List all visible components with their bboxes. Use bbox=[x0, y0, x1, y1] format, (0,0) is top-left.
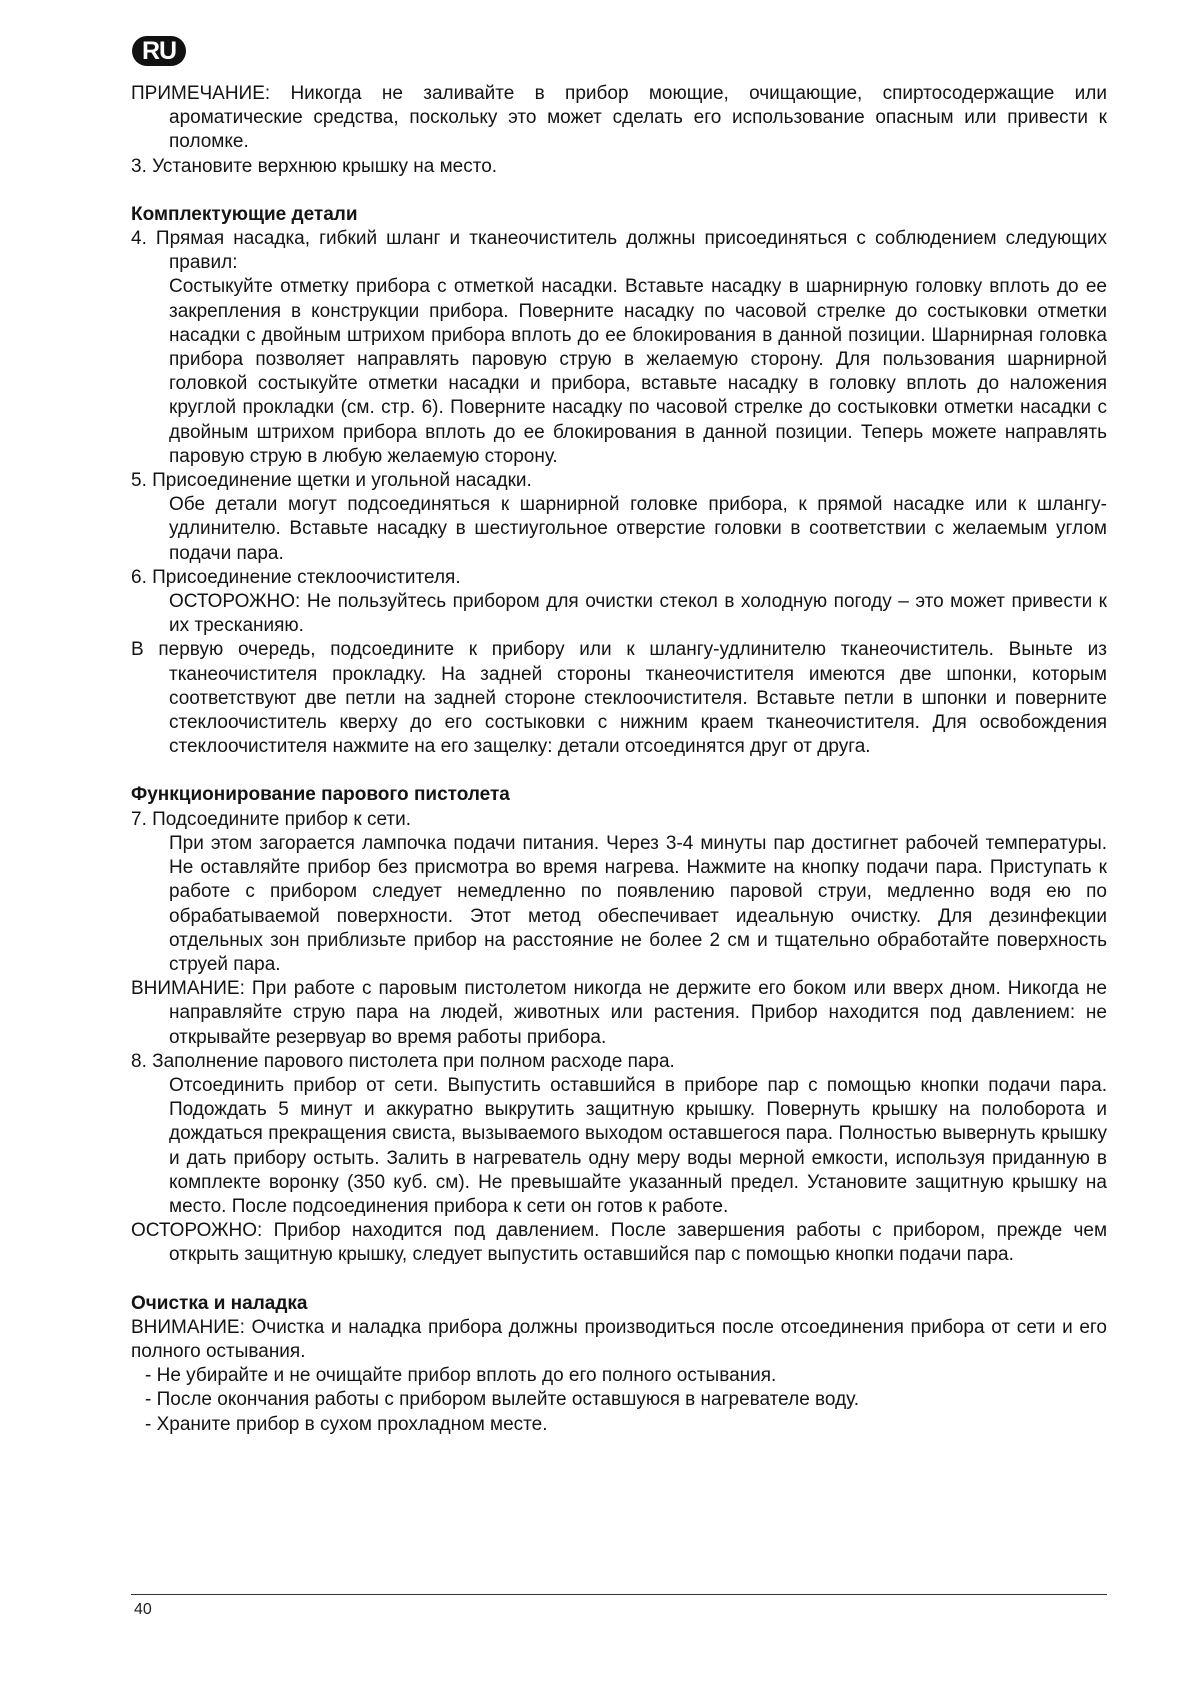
attention-paragraph: ВНИМАНИЕ: При работе с паровым пистолетом никогда не держите его боком или вверх дном. Никогда не направляйте струю пара на людей, животных или растения. Прибор находится под давлением: не открывайте резервуар во время работы прибора. bbox=[131, 978, 1107, 1048]
glass-cleaner-paragraph: В первую очередь, подсоедините к прибору или к шлангу-удлинителю тканеочиститель. Выньте из тканеочистителя прокладку. На задней стороны тканеочистителя имеются две шпонки, которым соответствуют две петли на задней стороне стеклоочистителя. Вставьте петли в шпонки и поверните стеклоочиститель кверху до его состыковки с нижним краем тканеочистителя. Для освобождения стеклоочистителя нажмите на его защелку: детали отсоединятся друг от друга. bbox=[131, 639, 1107, 758]
step-4: 4. Прямая насадка, гибкий шланг и тканеочиститель должны присоединяться с соблюдением следующих правил: bbox=[131, 228, 1107, 274]
page-content bbox=[131, 82, 1107, 1437]
page-number: 40 bbox=[134, 1601, 152, 1618]
caution-paragraph: ОСТОРОЖНО: Прибор находится под давлением. После завершения работы с прибором, прежде чем открыть защитную крышку, следует выпустить оставшийся пар с помощью кнопки подачи пара. bbox=[131, 1220, 1107, 1266]
cleaning-bullet-3: - Храните прибор в сухом прохладном месте. bbox=[145, 1413, 548, 1435]
cleaning-attention: ВНИМАНИЕ: Очистка и наладка прибора должны производиться после отсоединения прибора от сети и его полного остывания. bbox=[131, 1316, 1107, 1362]
cleaning-bullet-2: - После окончания работы с прибором вылейте оставшуюся в нагревателе воду. bbox=[145, 1389, 860, 1411]
heading-cleaning: Очистка и наладка bbox=[131, 1292, 308, 1314]
cleaning-bullet-1: - Не убирайте и не очищайте прибор вплоть до его полного остывания. bbox=[145, 1365, 777, 1387]
step-8-body: Отсоединить прибор от сети. Выпустить оставшийся в приборе пар с помощью кнопки подачи пара. Подождать 5 минут и аккуратно выкрутить защитную крышку. Повернуть крышку на полоборота и дождаться прекращения свиста, вызываемого выходом оставшегося пара. Полностью вывернуть крышку и дать прибору остыть. Залить в нагреватель одну меру воды мерной емкости, используя приданную в комплекте воронку (350 куб. см). Не превышайте указанный предел. Установите защитную крышку на место. После подсоединения прибора к сети он готов к работе. bbox=[169, 1074, 1107, 1217]
step-6: 6. Присоединение стеклоочистителя. bbox=[131, 566, 461, 588]
step-5-body: Обе детали могут подсоединяться к шарнирной головке прибора, к прямой насадке или к шлангу-удлинителю. Вставьте насадку в шестиугольное отверстие головки в соответствии с желаемым углом подачи пара. bbox=[169, 494, 1107, 564]
step-6-body: ОСТОРОЖНО: Не пользуйтесь прибором для очистки стекол в холодную погоду – это может привести к их тресканияю. bbox=[169, 591, 1107, 637]
heading-steam-gun: Функционирование парового пистолета bbox=[131, 784, 510, 806]
step-7: 7. Подсоедините прибор к сети. bbox=[131, 808, 411, 830]
step-3: 3. Установите верхнюю крышку на место. bbox=[131, 155, 498, 177]
step-5: 5. Присоединение щетки и угольной насадки. bbox=[131, 470, 532, 492]
heading-parts: Комплектующие детали bbox=[131, 203, 358, 225]
note-paragraph: ПРИМЕЧАНИЕ: Никогда не заливайте в прибор моющие, очищающие, спиртосодержащие или ароматические средства, поскольку это может сделать его использование опасным или привести к поломке. bbox=[131, 83, 1107, 153]
step-7-body: При этом загорается лампочка подачи питания. Через 3-4 минуты пар достигнет рабочей температуры. Не оставляйте прибор без присмотра во время нагрева. Нажмите на кнопку подачи пара. Приступать к работе с прибором следует немедленно по появлению паровой струи, медленно водя ею по обрабатываемой поверхности. Этот метод обеспечивает идеальную очистку. Для дезинфекции отдельных зон приблизьте прибор на расстояние не более 2 см и тщательно обработайте поверхность струей пара. bbox=[169, 832, 1107, 975]
step-4-body: Состыкуйте отметку прибора с отметкой насадки. Вставьте насадку в шарнирную головку вплоть до ее закрепления в конструкции прибора. Поверните насадку по часовой стрелке до состыковки отметки насадки с двойным штрихом прибора вплоть до ее блокирования в данной позиции. Шарнирная головка прибора позволяет направлять паровую струю в желаемую сторону. Для пользования шарнирной головкой состыкуйте отметки насадки и прибора, вставьте насадку в головку вплоть до наложения круглой прокладки (см. стр. 6). Поверните насадку по часовой стрелке до состыковки отметки насадки с двойным штрихом прибора вплоть до ее блокирования в данной позиции. Теперь можете направлять паровую струю в любую желаемую сторону. bbox=[169, 276, 1107, 467]
language-badge: RU bbox=[132, 36, 186, 66]
footer-divider bbox=[131, 1594, 1107, 1595]
step-8: 8. Заполнение парового пистолета при полном расходе пара. bbox=[131, 1050, 675, 1072]
